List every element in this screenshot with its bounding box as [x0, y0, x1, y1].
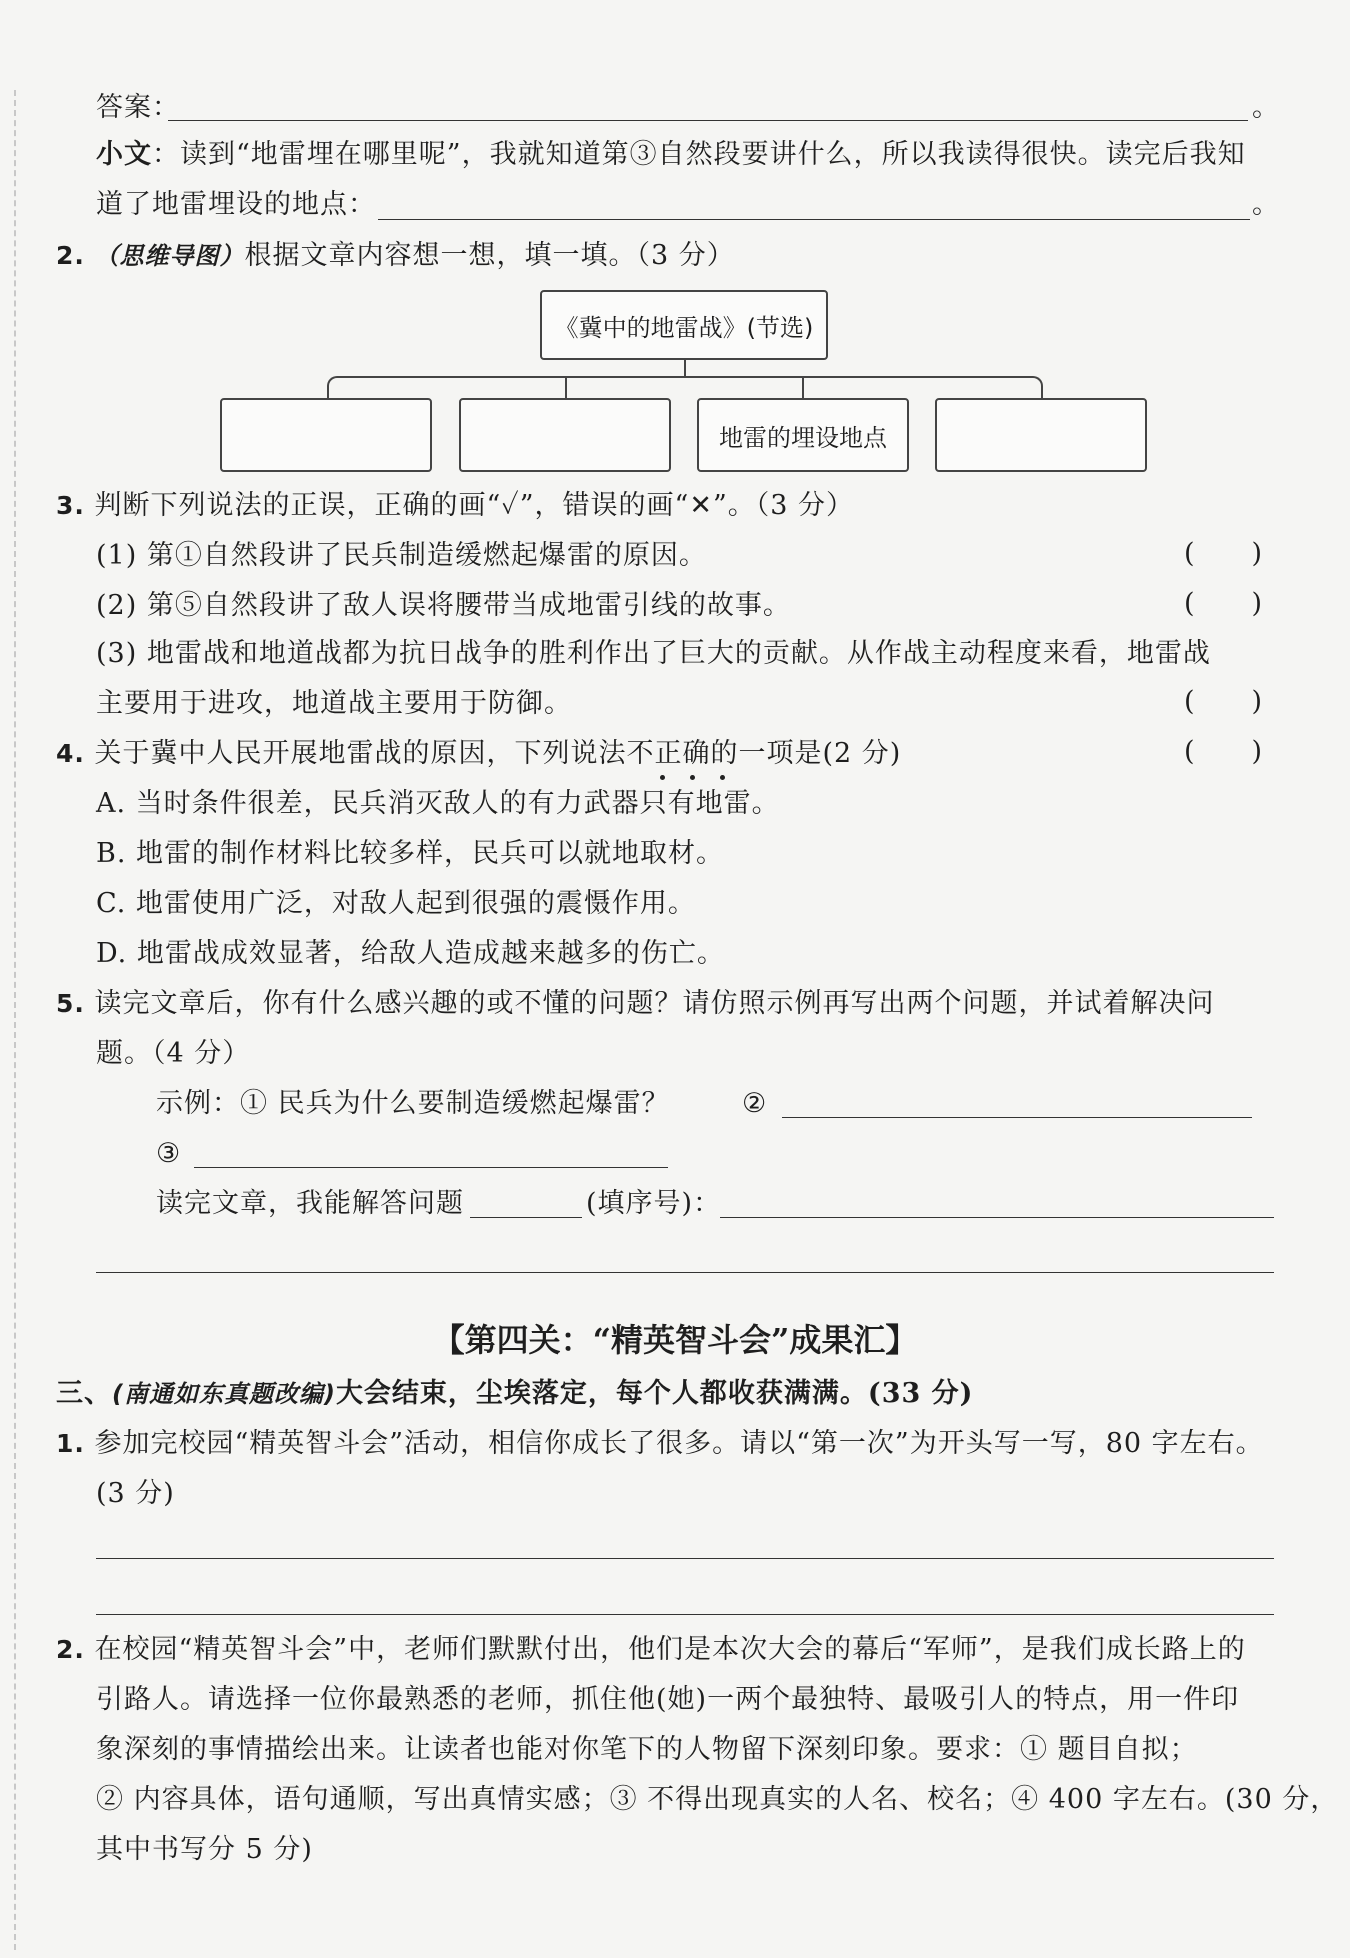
answer-blank[interactable] [168, 120, 1248, 121]
part3-text: 大会结束，尘埃落定，每个人都收获满满。(33 分) [335, 1378, 974, 1409]
q5-answer-mid: (填序号)： [586, 1188, 722, 1219]
xiaowen-name: 小文 [96, 139, 152, 170]
emphasis-dot [660, 775, 665, 780]
q4-line [56, 734, 901, 774]
p3q1-text-1: 参加完校园“精英智斗会”活动，相信你成长了很多。请以“第一次”为开头写一写，80 字左右。 [94, 1428, 1264, 1459]
q2-line [56, 236, 735, 276]
mindmap-node-3: 地雷的埋设地点 [697, 398, 909, 472]
q2-number: 2. [56, 241, 85, 270]
q5-example: 示例：① 民兵为什么要制造缓燃起爆雷？ [156, 1088, 670, 1119]
mindmap-node-1[interactable] [220, 398, 432, 472]
q5-mark-2: ② [742, 1088, 768, 1119]
mindmap-branch-bar [327, 376, 1043, 398]
p3q2-text-1: 在校园“精英智斗会”中，老师们默默付出，他们是本次大会的幕后“军师”，是我们成长路上的 [94, 1634, 1246, 1665]
q4-option-a: A. 当时条件很差，民兵消灭敌人的有力武器只有地雷。 [96, 788, 780, 819]
xiaowen-text-1: ：读到“地雷埋在哪里呢”，我就知道第③自然段要讲什么，所以我读得很快。读完后我知 [152, 139, 1246, 170]
q5-text-1: 读完文章后，你有什么感兴趣的或不懂的问题？请仿照示例再写出两个问题，并试着解决问 [94, 988, 1215, 1019]
mindmap-branch-3 [802, 376, 804, 398]
p3q2-line-2: 引路人。请选择一位你最熟悉的老师，抓住他(她)一两个最独特、最吸引人的特点，用一件印 [96, 1684, 1240, 1715]
mindmap-branch-2 [565, 376, 567, 398]
xiaowen-end: 。 [1252, 189, 1280, 220]
q4-option-c: C. 地雷使用广泛，对敌人起到很强的震慑作用。 [96, 888, 696, 919]
emphasis-dot [720, 775, 725, 780]
q3-item-3-cont: 主要用于进攻，地道战主要用于防御。 [96, 688, 572, 719]
p3q2-line-3: 象深刻的事情描绘出来。让读者也能对你笔下的人物留下深刻印象。要求：① 题目自拟； [96, 1734, 1198, 1765]
answer-blank-2[interactable] [96, 1272, 1274, 1273]
p3q2-line-5: 其中书写分 5 分) [96, 1834, 313, 1865]
q3-item-2: (2) 第⑤自然段讲了敌人误将腰带当成地雷引线的故事。 [96, 590, 791, 621]
mindmap-root: 《冀中的地雷战》(节选) [540, 290, 828, 360]
q4-paren[interactable]: ( ) [1184, 736, 1264, 767]
q3-number: 3. [56, 491, 85, 520]
part3-tag: (南通如东真题改编) [112, 1380, 336, 1408]
mindmap-node-2[interactable] [459, 398, 671, 472]
p3q1-line-2: (3 分) [96, 1478, 175, 1509]
part3-heading [56, 1374, 973, 1414]
q4-option-d: D. 地雷战成效显著，给敌人造成越来越多的伤亡。 [96, 938, 725, 969]
question-2-blank[interactable] [782, 1117, 1252, 1118]
q2-tag: （思维导图） [94, 242, 245, 270]
q5-answer-label: 读完文章，我能解答问题 [156, 1188, 464, 1219]
q5-number: 5. [56, 989, 85, 1018]
q3-item-3: (3) 地雷战和地道战都为抗日战争的胜利作出了巨大的贡献。从作战主动程度来看，地雷战 [96, 638, 1211, 669]
xiaowen-line-1 [96, 135, 1246, 175]
writing-line-2[interactable] [96, 1614, 1274, 1615]
answer-blank-1[interactable] [720, 1217, 1274, 1218]
q3-paren-2[interactable]: ( ) [1184, 588, 1264, 619]
q3-text: 判断下列说法的正误，正确的画“✓”，错误的画“✕”。（3 分） [94, 490, 855, 521]
q3-paren-3[interactable]: ( ) [1184, 686, 1264, 717]
q3-item-1: (1) 第①自然段讲了民兵制造缓燃起爆雷的原因。 [96, 540, 707, 571]
q4-option-b: B. 地雷的制作材料比较多样，民兵可以就地取材。 [96, 838, 725, 869]
part3-prefix: 三、 [56, 1378, 112, 1409]
q3-paren-1[interactable]: ( ) [1184, 538, 1264, 569]
q4-text: 关于冀中人民开展地雷战的原因，下列说法不正确的一项是(2 分) [94, 738, 902, 769]
q5-line-2: 题。（4 分） [96, 1038, 251, 1069]
p3q2-number: 2. [56, 1635, 85, 1664]
q3-line [56, 486, 854, 526]
answer-label: 答案： [96, 92, 180, 123]
q5-mark-3: ③ [156, 1138, 182, 1169]
xiaowen-line-2: 道了地雷埋设的地点： [96, 189, 376, 220]
q4-number: 4. [56, 739, 85, 768]
question-number-blank[interactable] [470, 1217, 582, 1218]
binding-margin-line [14, 90, 16, 1950]
p3q2-line-4: ② 内容具体，语句通顺，写出真情实感；③ 不得出现真实的人名、校名；④ 400 字左右。(30 分， [96, 1784, 1339, 1815]
answer-end: 。 [1252, 92, 1280, 123]
q5-line-1 [56, 984, 1215, 1024]
p3q2-line-1 [56, 1630, 1246, 1670]
p3q1-line-1 [56, 1424, 1264, 1464]
writing-line-1[interactable] [96, 1558, 1274, 1559]
q2-text: 根据文章内容想一想，填一填。（3 分） [244, 240, 735, 271]
p3q1-number: 1. [56, 1429, 85, 1458]
mindmap-node-4[interactable] [935, 398, 1147, 472]
location-blank[interactable] [378, 219, 1250, 220]
emphasis-dot [690, 775, 695, 780]
question-3-blank[interactable] [194, 1167, 668, 1168]
section-title: 【第四关：“精英智斗会”成果汇】 [432, 1321, 918, 1359]
